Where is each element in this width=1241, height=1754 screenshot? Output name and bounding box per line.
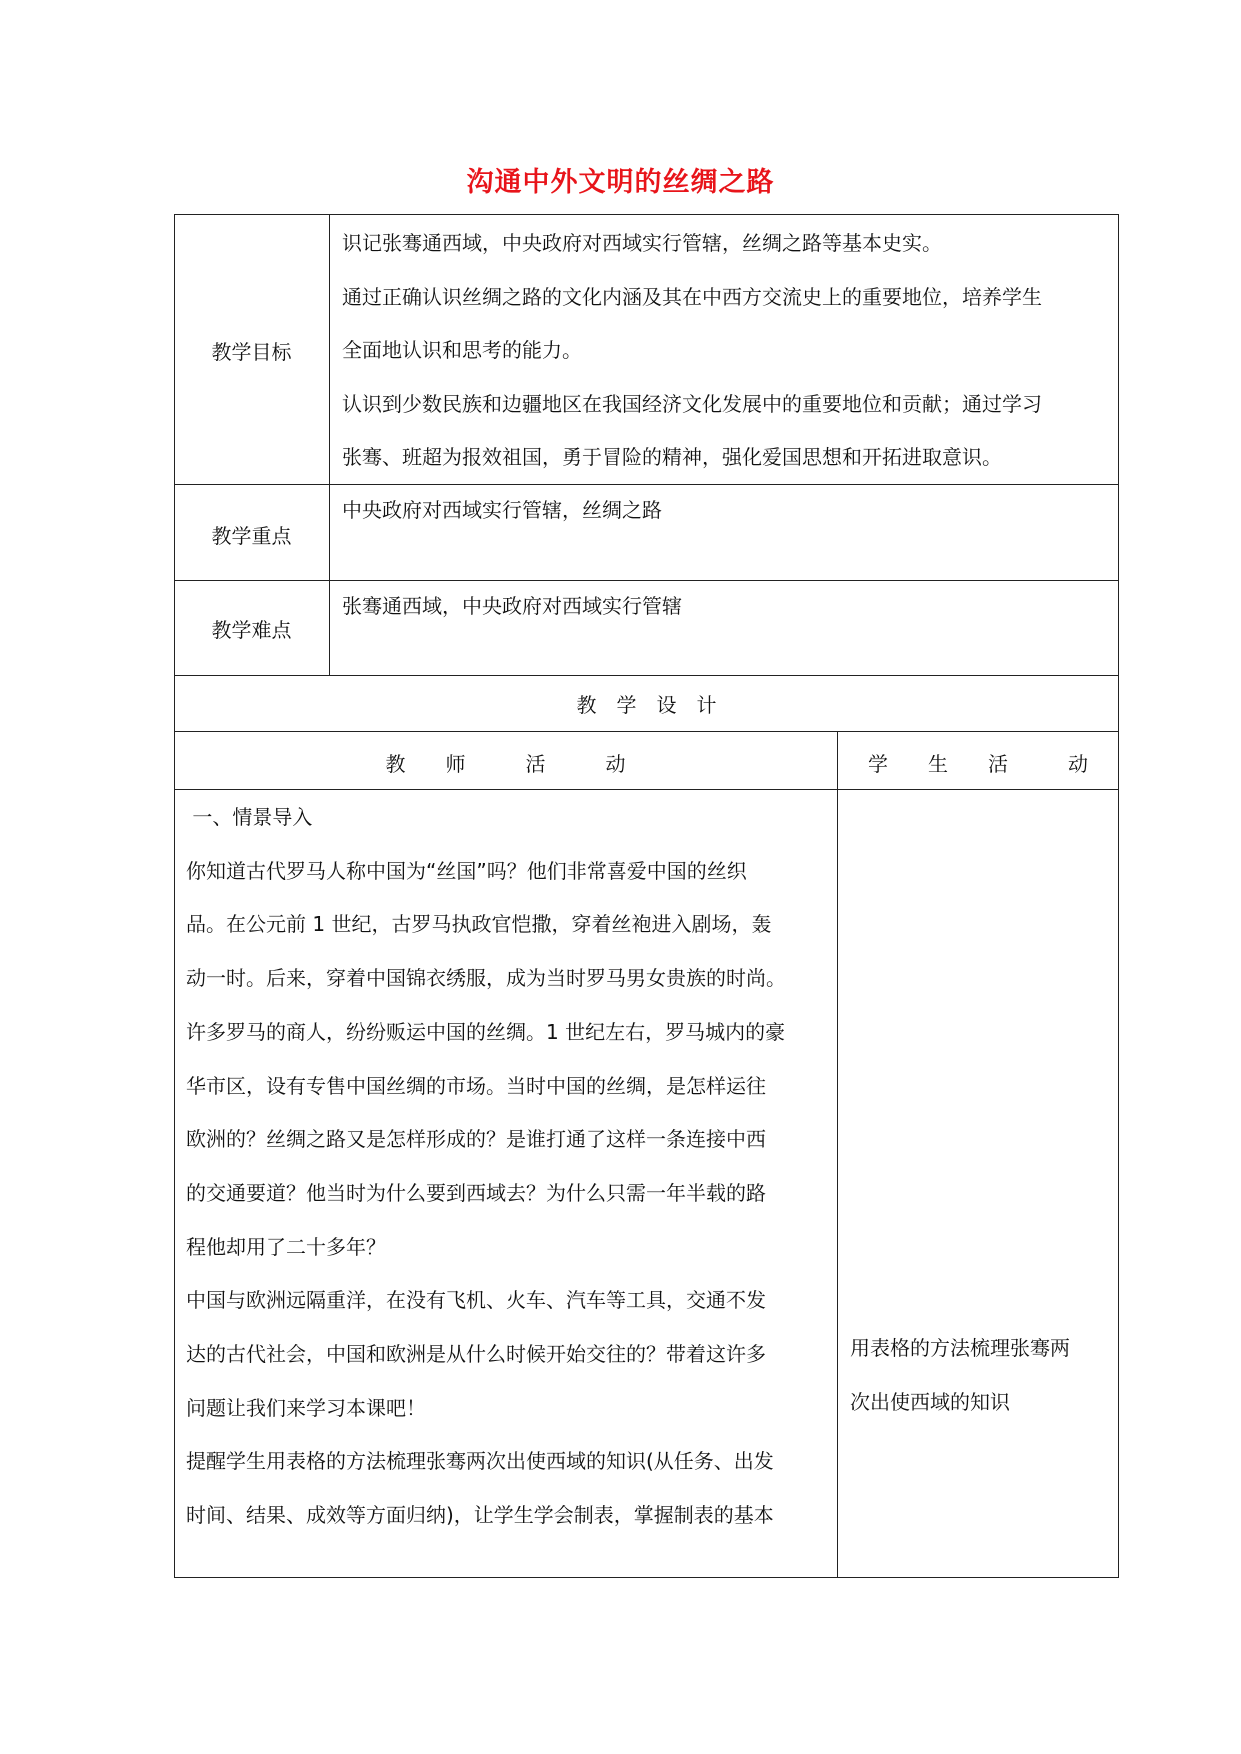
teacher-activity-line: 时间、结果、成效等方面归纳)，让学生学会制表，掌握制表的基本 [186, 1503, 774, 1528]
teacher-activity-line: 提醒学生用表格的方法梳理张骞两次出使西域的知识(从任务、出发 [186, 1449, 774, 1474]
teacher-activity-line: 动一时。后来，穿着中国锦衣绣服，成为当时罗马男女贵族的时尚。 [186, 966, 786, 991]
teacher-activity-line: 达的古代社会，中国和欧洲是从什么时候开始交往的？带着这许多 [186, 1342, 766, 1367]
student-activity-line: 用表格的方法梳理张骞两 [850, 1336, 1070, 1360]
page-title: 沟通中外文明的丝绸之路 [466, 167, 775, 198]
teacher-activity-line: 许多罗马的商人，纷纷贩运中国的丝绸。1 世纪左右，罗马城内的豪 [186, 1019, 786, 1044]
student-activity-header: 学 生 活 动 [868, 752, 1088, 776]
row-divider-difficulties [174, 675, 1119, 676]
activity-column-divider [837, 731, 838, 1578]
goals-line: 认识到少数民族和边疆地区在我国经济文化发展中的重要地位和贡献；通过学习 [342, 391, 1042, 416]
difficulties-text: 张骞通西域，中央政府对西域实行管辖 [342, 594, 682, 618]
teacher-activity-line: 华市区，设有专售中国丝绸的市场。当时中国的丝绸，是怎样运往 [186, 1073, 766, 1098]
teacher-activity-line: 欧洲的？丝绸之路又是怎样形成的？是谁打通了这样一条连接中西 [186, 1127, 766, 1152]
row-divider-activity-header [174, 789, 1119, 790]
student-activity-line: 次出使西域的知识 [850, 1389, 1010, 1414]
teacher-activity-header: 教 师 活 动 [385, 752, 626, 776]
teacher-activity-line: 程他却用了二十多年？ [186, 1234, 386, 1259]
goals-line: 全面地认识和思考的能力。 [342, 338, 582, 362]
goals-line: 张骞、班超为报效祖国，勇于冒险的精神，强化爱国思想和开拓进取意识。 [342, 445, 1002, 469]
teacher-activity-line: 你知道古代罗马人称中国为“丝国”吗？他们非常喜爱中国的丝织 [186, 858, 747, 883]
key-points-text: 中央政府对西域实行管辖，丝绸之路 [342, 498, 662, 522]
design-header: 教 学 设 计 [576, 693, 717, 717]
teacher-activity-line: 的交通要道？他当时为什么要到西域去？为什么只需一年半载的路 [186, 1180, 766, 1205]
teacher-activity-line: 一、情景导入 [186, 805, 313, 829]
student-activity-text [850, 1322, 1110, 1429]
difficulties-label: 教学难点 [211, 618, 292, 642]
teacher-activity-line: 问题让我们来学习本课吧！ [186, 1395, 426, 1420]
teacher-activity-line: 品。在公元前 1 世纪，古罗马执政官恺撒，穿着丝袍进入剧场，轰 [186, 912, 772, 937]
teacher-activity-line: 中国与欧洲远隔重洋，在没有飞机、火车、汽车等工具，交通不发 [186, 1288, 766, 1313]
goals-text [342, 217, 1112, 485]
row-divider-design-header [174, 731, 1119, 732]
goals-line: 通过正确认识丝绸之路的文化内涵及其在中西方交流史上的重要地位，培养学生 [342, 284, 1042, 309]
teacher-activity-text [186, 791, 836, 1543]
goals-label: 教学目标 [211, 340, 292, 364]
goals-line: 识记张骞通西域，中央政府对西域实行管辖，丝绸之路等基本史实。 [342, 231, 942, 255]
label-column-divider [329, 214, 330, 675]
key-points-label: 教学重点 [211, 524, 292, 548]
